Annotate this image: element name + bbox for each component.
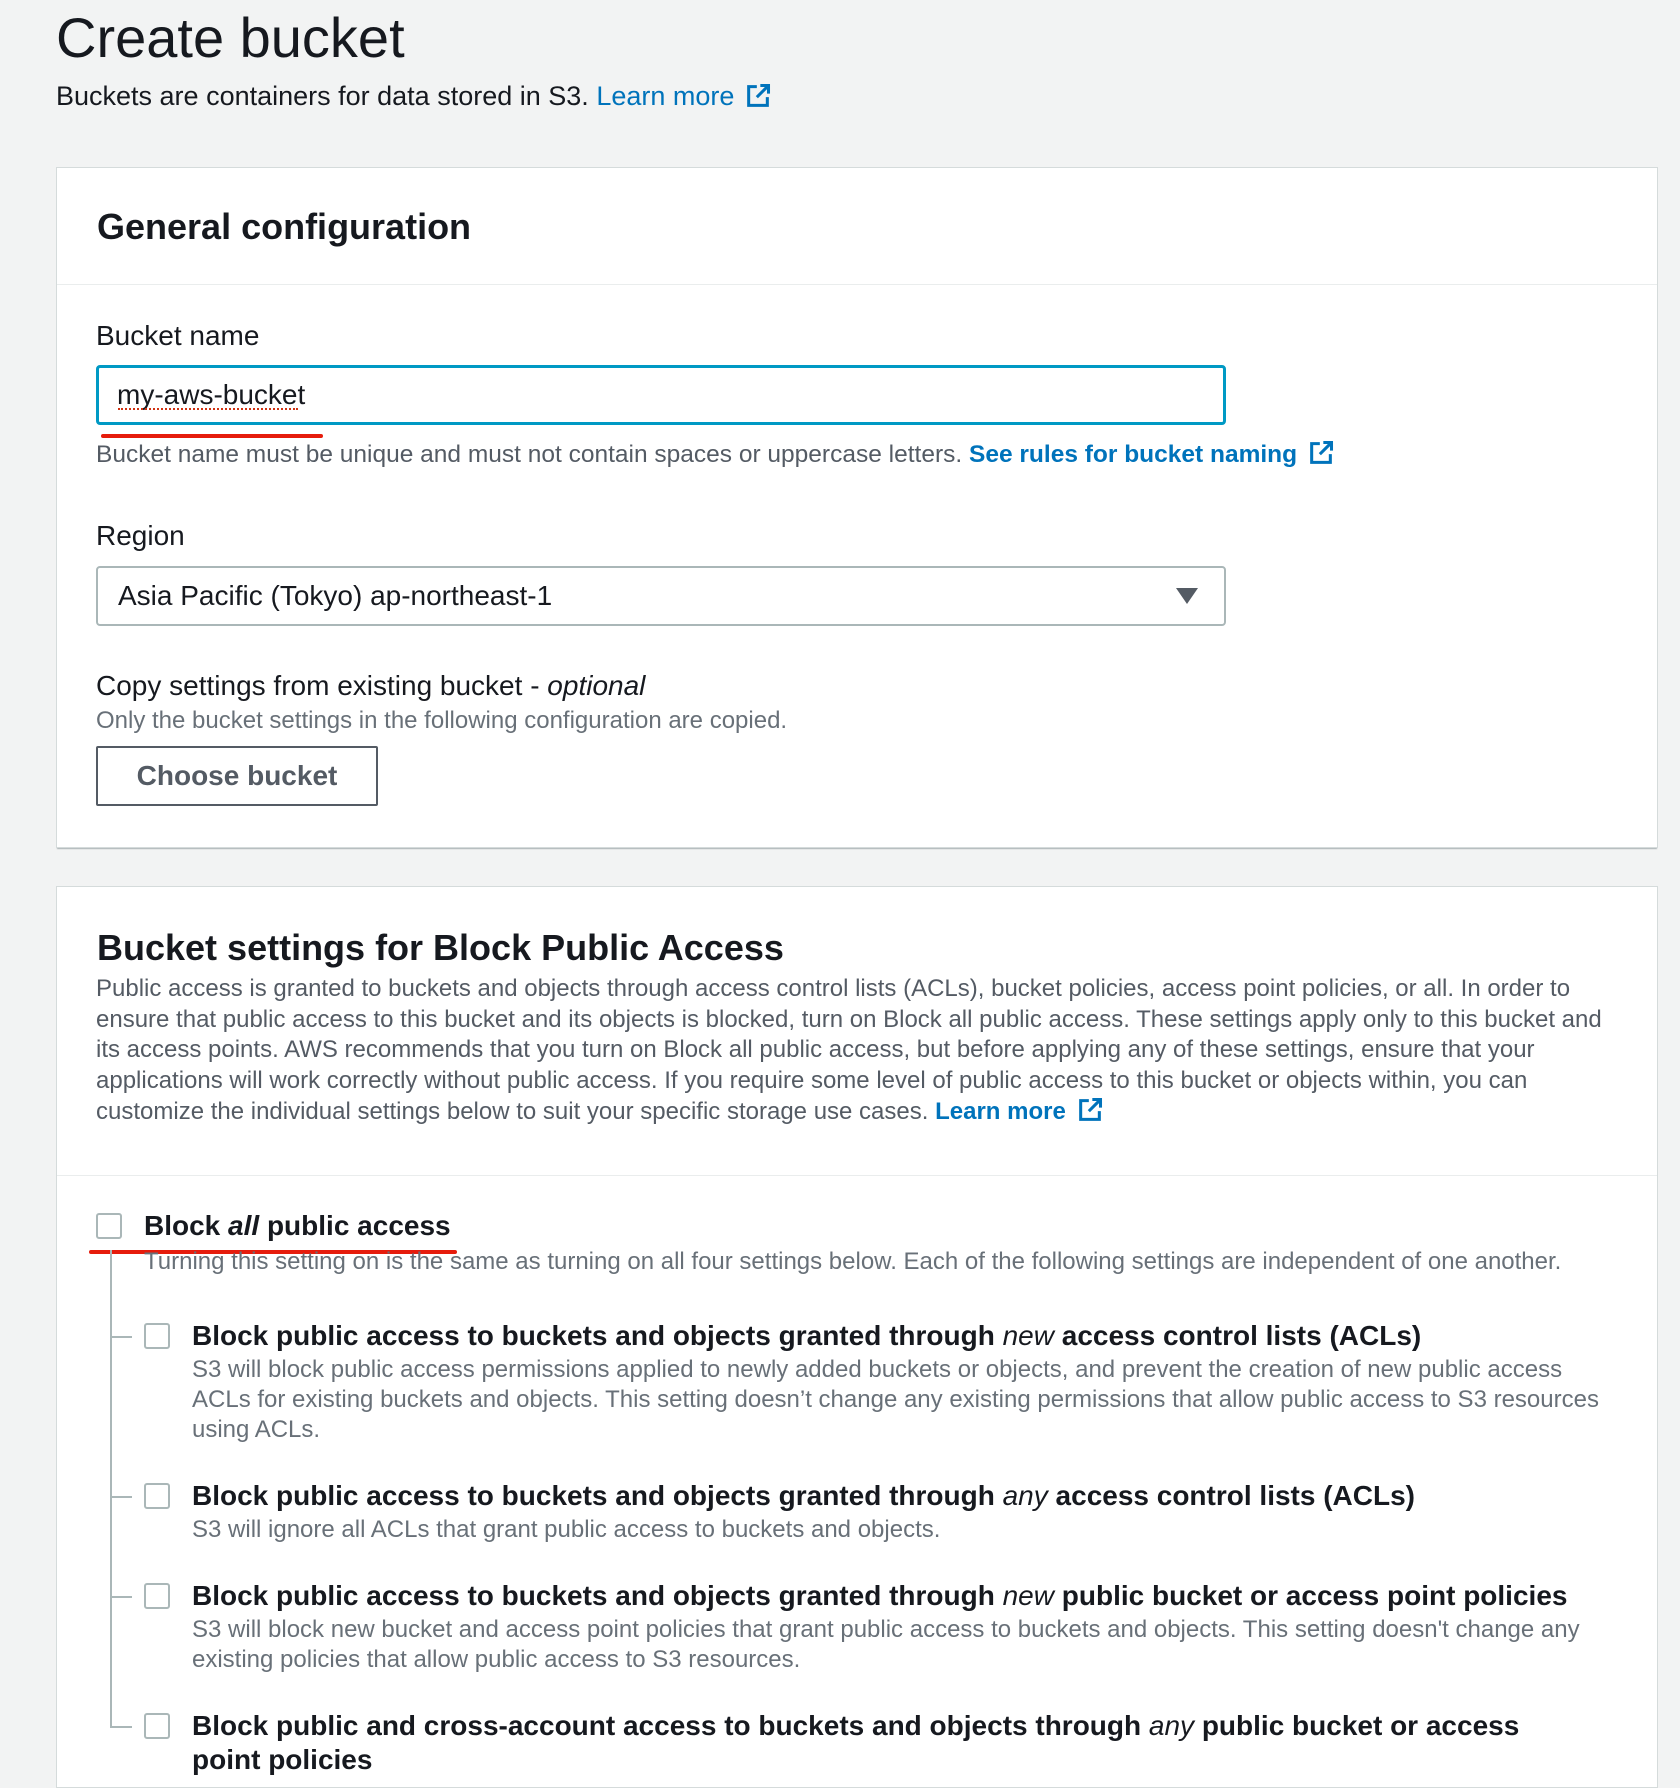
page-title: Create bucket (56, 6, 405, 69)
settings-tree-line (110, 1250, 112, 1728)
external-link-icon[interactable] (1076, 1096, 1104, 1124)
settings-tree-branch (110, 1496, 132, 1498)
block-any-policies-checkbox[interactable] (144, 1713, 170, 1739)
choose-bucket-button[interactable]: Choose bucket (96, 746, 378, 806)
block-all-label[interactable] (144, 1209, 451, 1243)
option-label-suffix: public bucket or access point policies (192, 1710, 1520, 1775)
bucket-name-input[interactable] (96, 365, 1226, 425)
block-new-policies-checkbox[interactable] (144, 1583, 170, 1609)
region-select[interactable] (96, 566, 1226, 626)
block-all-checkbox[interactable] (96, 1213, 122, 1239)
block-new-policies-label[interactable] (192, 1579, 1567, 1613)
annotation-underline-bucket-name (101, 434, 323, 438)
block-new-policies-description: S3 will block new bucket and access point policies that grant public access to buckets and objects. This setting doesn't change any existing policies that allow public access to S3 resources. (192, 1616, 1580, 1673)
block-any-acls-description: S3 will ignore all ACLs that grant public access to buckets and objects. (192, 1516, 941, 1543)
general-configuration-header (57, 168, 1657, 285)
bucket-name-label: Bucket name (96, 320, 260, 351)
external-link-icon[interactable] (1307, 439, 1335, 467)
block-any-acls-checkbox[interactable] (144, 1483, 170, 1509)
settings-tree-branch (110, 1726, 132, 1728)
block-public-access-title: Bucket settings for Block Public Access (97, 927, 784, 968)
block-new-acls-checkbox[interactable] (144, 1323, 170, 1349)
option-label-emphasis: new (1002, 1320, 1054, 1351)
block-public-access-description (96, 974, 1616, 1128)
option-label-prefix: Block public access to buckets and objects granted through (192, 1580, 995, 1611)
option-label-suffix: public bucket or access point policies (1061, 1580, 1568, 1611)
bucket-name-hint-text: Bucket name must be unique and must not contain spaces or uppercase letters. (96, 441, 963, 468)
copy-settings-label-text: Copy settings from existing bucket - (96, 670, 540, 701)
block-all-description: Turning this setting on is the same as turning on all four settings below. Each of the following settings are independent of one another. (144, 1248, 1562, 1275)
block-any-acls-label[interactable] (192, 1479, 1415, 1513)
page-description (56, 76, 772, 116)
copy-settings-hint: Only the bucket settings in the following configuration are copied. (96, 707, 788, 734)
option-label-emphasis: any (1002, 1480, 1048, 1511)
option-label-emphasis: new (1002, 1580, 1054, 1611)
block-public-learn-more-link[interactable]: Learn more (935, 1098, 1066, 1125)
block-all-label-prefix: Block (144, 1210, 221, 1241)
settings-tree-branch (110, 1336, 132, 1338)
block-public-access-description-text: Public access is granted to buckets and objects through access control lists (ACLs), bucket policies, access point policies, or all. In order to ensure that public access to this bucket and its objects is blocked, turn on Block all public access. These settings apply only to this bucket and its access points. AWS recommends that you turn on Block all public access, but before applying any of these settings, ensure that your applications will work correctly without public access. If you require some level of public access to this bucket or objects within, you can customize the individual settings below to suit your specific storage use cases. (96, 975, 1602, 1125)
region-selected-value: Asia Pacific (Tokyo) ap-northeast-1 (118, 580, 553, 611)
option-label-suffix: access control lists (ACLs) (1061, 1320, 1422, 1351)
option-label-suffix: access control lists (ACLs) (1055, 1480, 1415, 1511)
block-new-acls-description: S3 will block public access permissions applied to newly added buckets or objects, and prevent the creation of new public access ACLs for existing buckets and objects. This setting doesn’t change any existing permissions that allow public access to S3 resources using ACLs. (192, 1356, 1599, 1443)
copy-settings-optional: optional (547, 670, 646, 701)
block-all-label-suffix: public access (266, 1210, 451, 1241)
naming-rules-link[interactable]: See rules for bucket naming (968, 441, 1298, 468)
learn-more-link[interactable]: Learn more (596, 81, 735, 111)
page-description-text: Buckets are containers for data stored in S3. (56, 81, 589, 111)
block-all-label-emphasis: all (228, 1210, 260, 1241)
bucket-name-hint (96, 439, 1335, 470)
caret-down-icon (1176, 588, 1198, 604)
copy-settings-label (96, 668, 645, 704)
option-label-prefix: Block public and cross-account access to buckets and objects through (192, 1710, 1142, 1741)
external-link-icon[interactable] (744, 82, 772, 110)
spellcheck-underline (118, 408, 298, 410)
block-new-acls-label[interactable] (192, 1319, 1421, 1353)
general-configuration-title: General configuration (97, 206, 472, 247)
block-any-policies-label[interactable] (192, 1709, 1592, 1777)
region-label: Region (96, 520, 185, 551)
option-label-prefix: Block public access to buckets and objects granted through (192, 1320, 995, 1351)
settings-tree-branch (110, 1596, 132, 1598)
option-label-emphasis: any (1148, 1710, 1195, 1741)
option-label-prefix: Block public access to buckets and objects granted through (192, 1480, 995, 1511)
